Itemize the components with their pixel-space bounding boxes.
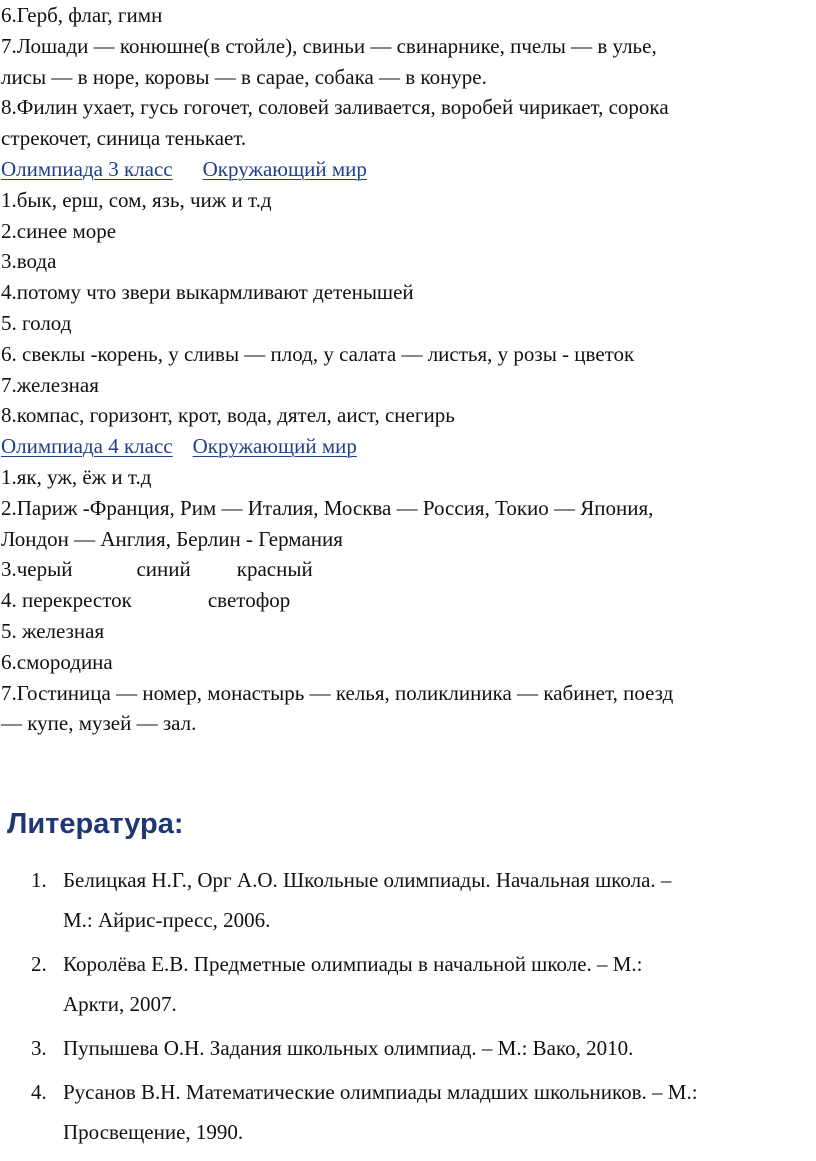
answer-word: светофор xyxy=(207,588,291,613)
literature-item xyxy=(31,1028,801,1068)
literature-item-text: Просвещение, 1990. xyxy=(63,1120,244,1144)
answer-line: 6.Герб, флаг, гимн xyxy=(1,3,163,27)
grade4-heading-part2: Окружающий мир xyxy=(192,434,357,459)
answer-line: 2.синее море xyxy=(1,218,117,243)
grade4-heading-link[interactable] xyxy=(1,434,357,458)
literature-item-text: М.: Айрис-пресс, 2006. xyxy=(63,908,271,932)
answer-line: лисы — в норе, коровы — в сарае, собака — в конуре. xyxy=(1,64,487,89)
answer-line: 5. голод xyxy=(1,310,72,335)
answer-line: 7.железная xyxy=(1,372,99,397)
answer-word: красный xyxy=(236,557,313,582)
answer-line: 4.потому что звери выкармливают детенышей xyxy=(1,280,414,305)
answer-line: 8.компас, горизонт, крот, вода, дятел, аист, снегирь xyxy=(1,403,455,428)
olympiad-answers xyxy=(1,0,801,739)
literature-list xyxy=(31,860,801,1156)
answer-word: 3.черый xyxy=(1,557,73,582)
grade3-heading xyxy=(1,154,801,185)
answer-line: 7.Гостиница — номер, монастырь — келья, поликлиника — кабинет, поезд xyxy=(1,680,674,705)
answer-line-crossroad xyxy=(1,585,801,616)
answer-line: 3.вода xyxy=(1,249,57,274)
answer-line: стрекочет, синица тенькает. xyxy=(1,126,247,151)
literature-item-number: 2. xyxy=(31,952,47,976)
literature-item xyxy=(31,944,801,1024)
answer-line: 6. свеклы -корень, у сливы — плод, у салата — листья, у розы - цветок xyxy=(1,341,635,366)
literature-item-text: Аркти, 2007. xyxy=(63,992,177,1016)
literature-item-text: Королёва Е.В. Предметные олимпиады в начальной школе. – М.: xyxy=(63,952,643,976)
literature-item-text: Русанов В.Н. Математические олимпиады младших школьников. – М.: xyxy=(63,1080,698,1104)
answer-line: 1.як, уж, ёж и т.д xyxy=(1,464,152,489)
literature-item-text: Пупышева О.Н. Задания школьных олимпиад. – М.: Вако, 2010. xyxy=(63,1036,634,1060)
answer-line: 5. железная xyxy=(1,618,105,643)
answer-line: Лондон — Англия, Берлин - Германия xyxy=(1,526,343,551)
answer-line: 1.бык, ерш, сом, язь, чиж и т.д xyxy=(1,187,272,212)
literature-item xyxy=(31,1072,801,1152)
answer-line: — купе, музей — зал. xyxy=(1,711,197,736)
literature-item-number: 3. xyxy=(31,1036,47,1060)
answer-line: 8.Филин ухает, гусь гогочет, соловей заливается, воробей чирикает, сорока xyxy=(1,95,669,120)
literature-item-text: Белицкая Н.Г., Орг А.О. Школьные олимпиады. Начальная школа. – xyxy=(63,868,672,892)
answer-word: синий xyxy=(136,557,191,582)
literature-item-number: 1. xyxy=(31,868,47,892)
grade4-heading xyxy=(1,431,801,462)
answer-line-colors xyxy=(1,554,801,585)
grade3-heading-part1: Олимпиада 3 класс xyxy=(1,156,173,181)
literature-title: Литература: xyxy=(7,808,184,840)
grade3-heading-link[interactable] xyxy=(1,157,367,181)
literature-item-number: 4. xyxy=(31,1080,47,1104)
grade3-heading-part2: Окружающий мир xyxy=(202,156,367,181)
answer-line: 6.смородина xyxy=(1,649,113,674)
answer-line: 7.Лошади — конюшне(в стойле), свиньи — свинарнике, пчелы — в улье, xyxy=(1,33,657,58)
answer-word: 4. перекресток xyxy=(1,588,132,613)
literature-item xyxy=(31,860,801,940)
answer-line: 2.Париж -Франция, Рим — Италия, Москва — Россия, Токио — Япония, xyxy=(1,495,654,520)
grade4-heading-part1: Олимпиада 4 класс xyxy=(1,434,173,459)
